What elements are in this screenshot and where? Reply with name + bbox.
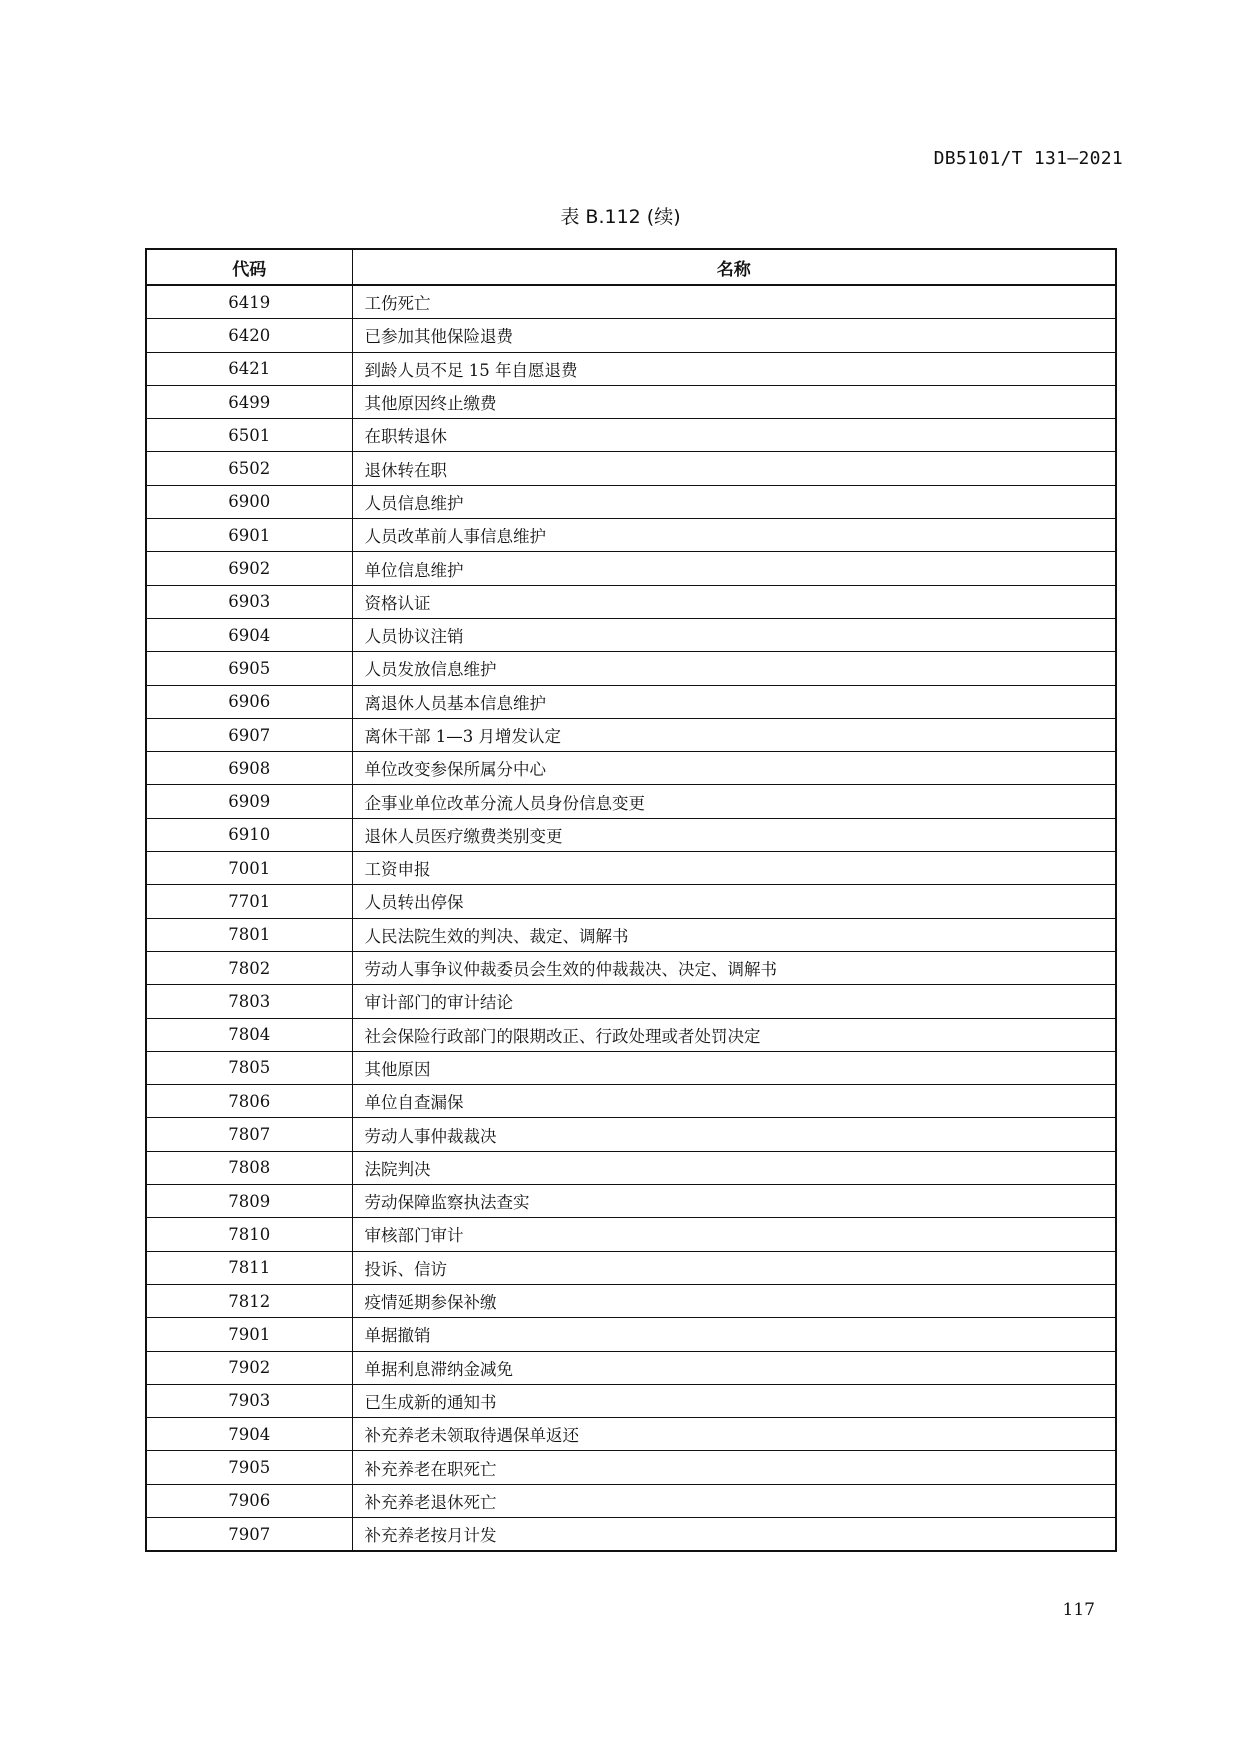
row-name: 人员改革前人事信息维护: [352, 519, 1116, 552]
table-row: [146, 285, 1116, 319]
row-code: 6502: [146, 452, 352, 485]
row-code: 7902: [146, 1351, 352, 1384]
table-row: [146, 951, 1116, 984]
row-name: 补充养老按月计发: [352, 1517, 1116, 1551]
table-row: [146, 1151, 1116, 1184]
row-name: 审计部门的审计结论: [352, 985, 1116, 1018]
table-row: [146, 918, 1116, 951]
row-code: 6903: [146, 585, 352, 618]
row-code: 7904: [146, 1418, 352, 1451]
row-name: 补充养老未领取待遇保单返还: [352, 1418, 1116, 1451]
row-code: 7808: [146, 1151, 352, 1184]
row-name: 资格认证: [352, 585, 1116, 618]
row-code: 6905: [146, 652, 352, 685]
row-code: 6900: [146, 485, 352, 518]
row-code: 6906: [146, 685, 352, 718]
row-code: 6909: [146, 785, 352, 818]
table-row: [146, 1384, 1116, 1417]
row-name: 单位信息维护: [352, 552, 1116, 585]
row-code: 7811: [146, 1251, 352, 1284]
table-row: [146, 852, 1116, 885]
table-row: [146, 618, 1116, 651]
row-name: 已生成新的通知书: [352, 1384, 1116, 1417]
row-name: 投诉、信访: [352, 1251, 1116, 1284]
row-name: 退休人员医疗缴费类别变更: [352, 818, 1116, 851]
table-row: [146, 585, 1116, 618]
table-row: [146, 319, 1116, 352]
row-name: 离退休人员基本信息维护: [352, 685, 1116, 718]
table-row: [146, 1251, 1116, 1284]
row-code: 6904: [146, 618, 352, 651]
row-name: 补充养老在职死亡: [352, 1451, 1116, 1484]
row-code: 6902: [146, 552, 352, 585]
row-code: 6421: [146, 352, 352, 385]
row-name: 人员协议注销: [352, 618, 1116, 651]
row-code: 6907: [146, 718, 352, 751]
row-name: 到龄人员不足 15 年自愿退费: [352, 352, 1116, 385]
row-code: 7907: [146, 1517, 352, 1551]
table-row: [146, 818, 1116, 851]
row-name: 疫情延期参保补缴: [352, 1284, 1116, 1317]
row-name: 劳动人事争议仲裁委员会生效的仲裁裁决、决定、调解书: [352, 951, 1116, 984]
row-name: 其他原因终止缴费: [352, 385, 1116, 418]
row-name: 离休干部 1—3 月增发认定: [352, 718, 1116, 751]
row-code: 7905: [146, 1451, 352, 1484]
row-code: 7805: [146, 1051, 352, 1084]
table-row: [146, 1018, 1116, 1051]
row-code: 7906: [146, 1484, 352, 1517]
table-row: [146, 785, 1116, 818]
row-name: 其他原因: [352, 1051, 1116, 1084]
column-header-name: 名称: [352, 249, 1116, 285]
row-name: 法院判决: [352, 1151, 1116, 1184]
row-code: 7801: [146, 918, 352, 951]
row-name: 在职转退休: [352, 419, 1116, 452]
row-name: 劳动保障监察执法查实: [352, 1185, 1116, 1218]
row-name: 人员转出停保: [352, 885, 1116, 918]
row-code: 6419: [146, 285, 352, 319]
row-code: 6901: [146, 519, 352, 552]
row-code: 6908: [146, 752, 352, 785]
table-row: [146, 1118, 1116, 1151]
table-row: [146, 452, 1116, 485]
row-code: 6420: [146, 319, 352, 352]
table-row: [146, 718, 1116, 751]
table-row: [146, 519, 1116, 552]
row-code: 7903: [146, 1384, 352, 1417]
table-row: [146, 1185, 1116, 1218]
table-header-row: [146, 249, 1116, 285]
row-code: 6501: [146, 419, 352, 452]
table-row: [146, 685, 1116, 718]
row-code: 7803: [146, 985, 352, 1018]
row-code: 7809: [146, 1185, 352, 1218]
page-number: 117: [1062, 1600, 1095, 1620]
table-row: [146, 1284, 1116, 1317]
row-code: 7701: [146, 885, 352, 918]
table-row: [146, 1051, 1116, 1084]
table-row: [146, 1085, 1116, 1118]
table-title: 表 B.112 (续): [560, 206, 681, 228]
code-table: [145, 248, 1117, 1552]
row-name: 单据撤销: [352, 1318, 1116, 1351]
row-code: 7807: [146, 1118, 352, 1151]
row-name: 补充养老退休死亡: [352, 1484, 1116, 1517]
row-name: 工资申报: [352, 852, 1116, 885]
table-row: [146, 1484, 1116, 1517]
row-name: 审核部门审计: [352, 1218, 1116, 1251]
table-row: [146, 1451, 1116, 1484]
table-body: [146, 285, 1116, 1551]
row-code: 7804: [146, 1018, 352, 1051]
table-row: [146, 352, 1116, 385]
row-name: 人员发放信息维护: [352, 652, 1116, 685]
document-id: DB5101/T 131—2021: [933, 148, 1123, 169]
table-row: [146, 652, 1116, 685]
row-name: 社会保险行政部门的限期改正、行政处理或者处罚决定: [352, 1018, 1116, 1051]
table-row: [146, 385, 1116, 418]
row-code: 7810: [146, 1218, 352, 1251]
table-row: [146, 485, 1116, 518]
table-row: [146, 1218, 1116, 1251]
code-table-container: [145, 248, 1115, 1552]
row-name: 单位改变参保所属分中心: [352, 752, 1116, 785]
row-code: 7802: [146, 951, 352, 984]
row-name: 单位自查漏保: [352, 1085, 1116, 1118]
row-name: 单据利息滞纳金减免: [352, 1351, 1116, 1384]
row-code: 6499: [146, 385, 352, 418]
table-row: [146, 1517, 1116, 1551]
row-code: 7001: [146, 852, 352, 885]
table-row: [146, 1318, 1116, 1351]
row-name: 已参加其他保险退费: [352, 319, 1116, 352]
column-header-code: 代码: [146, 249, 352, 285]
table-row: [146, 552, 1116, 585]
table-row: [146, 1418, 1116, 1451]
row-name: 人民法院生效的判决、裁定、调解书: [352, 918, 1116, 951]
table-row: [146, 1351, 1116, 1384]
row-name: 劳动人事仲裁裁决: [352, 1118, 1116, 1151]
row-name: 退休转在职: [352, 452, 1116, 485]
row-name: 人员信息维护: [352, 485, 1116, 518]
row-name: 工伤死亡: [352, 285, 1116, 319]
row-code: 7812: [146, 1284, 352, 1317]
table-row: [146, 885, 1116, 918]
table-row: [146, 419, 1116, 452]
row-code: 7806: [146, 1085, 352, 1118]
row-code: 6910: [146, 818, 352, 851]
row-name: 企事业单位改革分流人员身份信息变更: [352, 785, 1116, 818]
table-row: [146, 985, 1116, 1018]
table-row: [146, 752, 1116, 785]
row-code: 7901: [146, 1318, 352, 1351]
